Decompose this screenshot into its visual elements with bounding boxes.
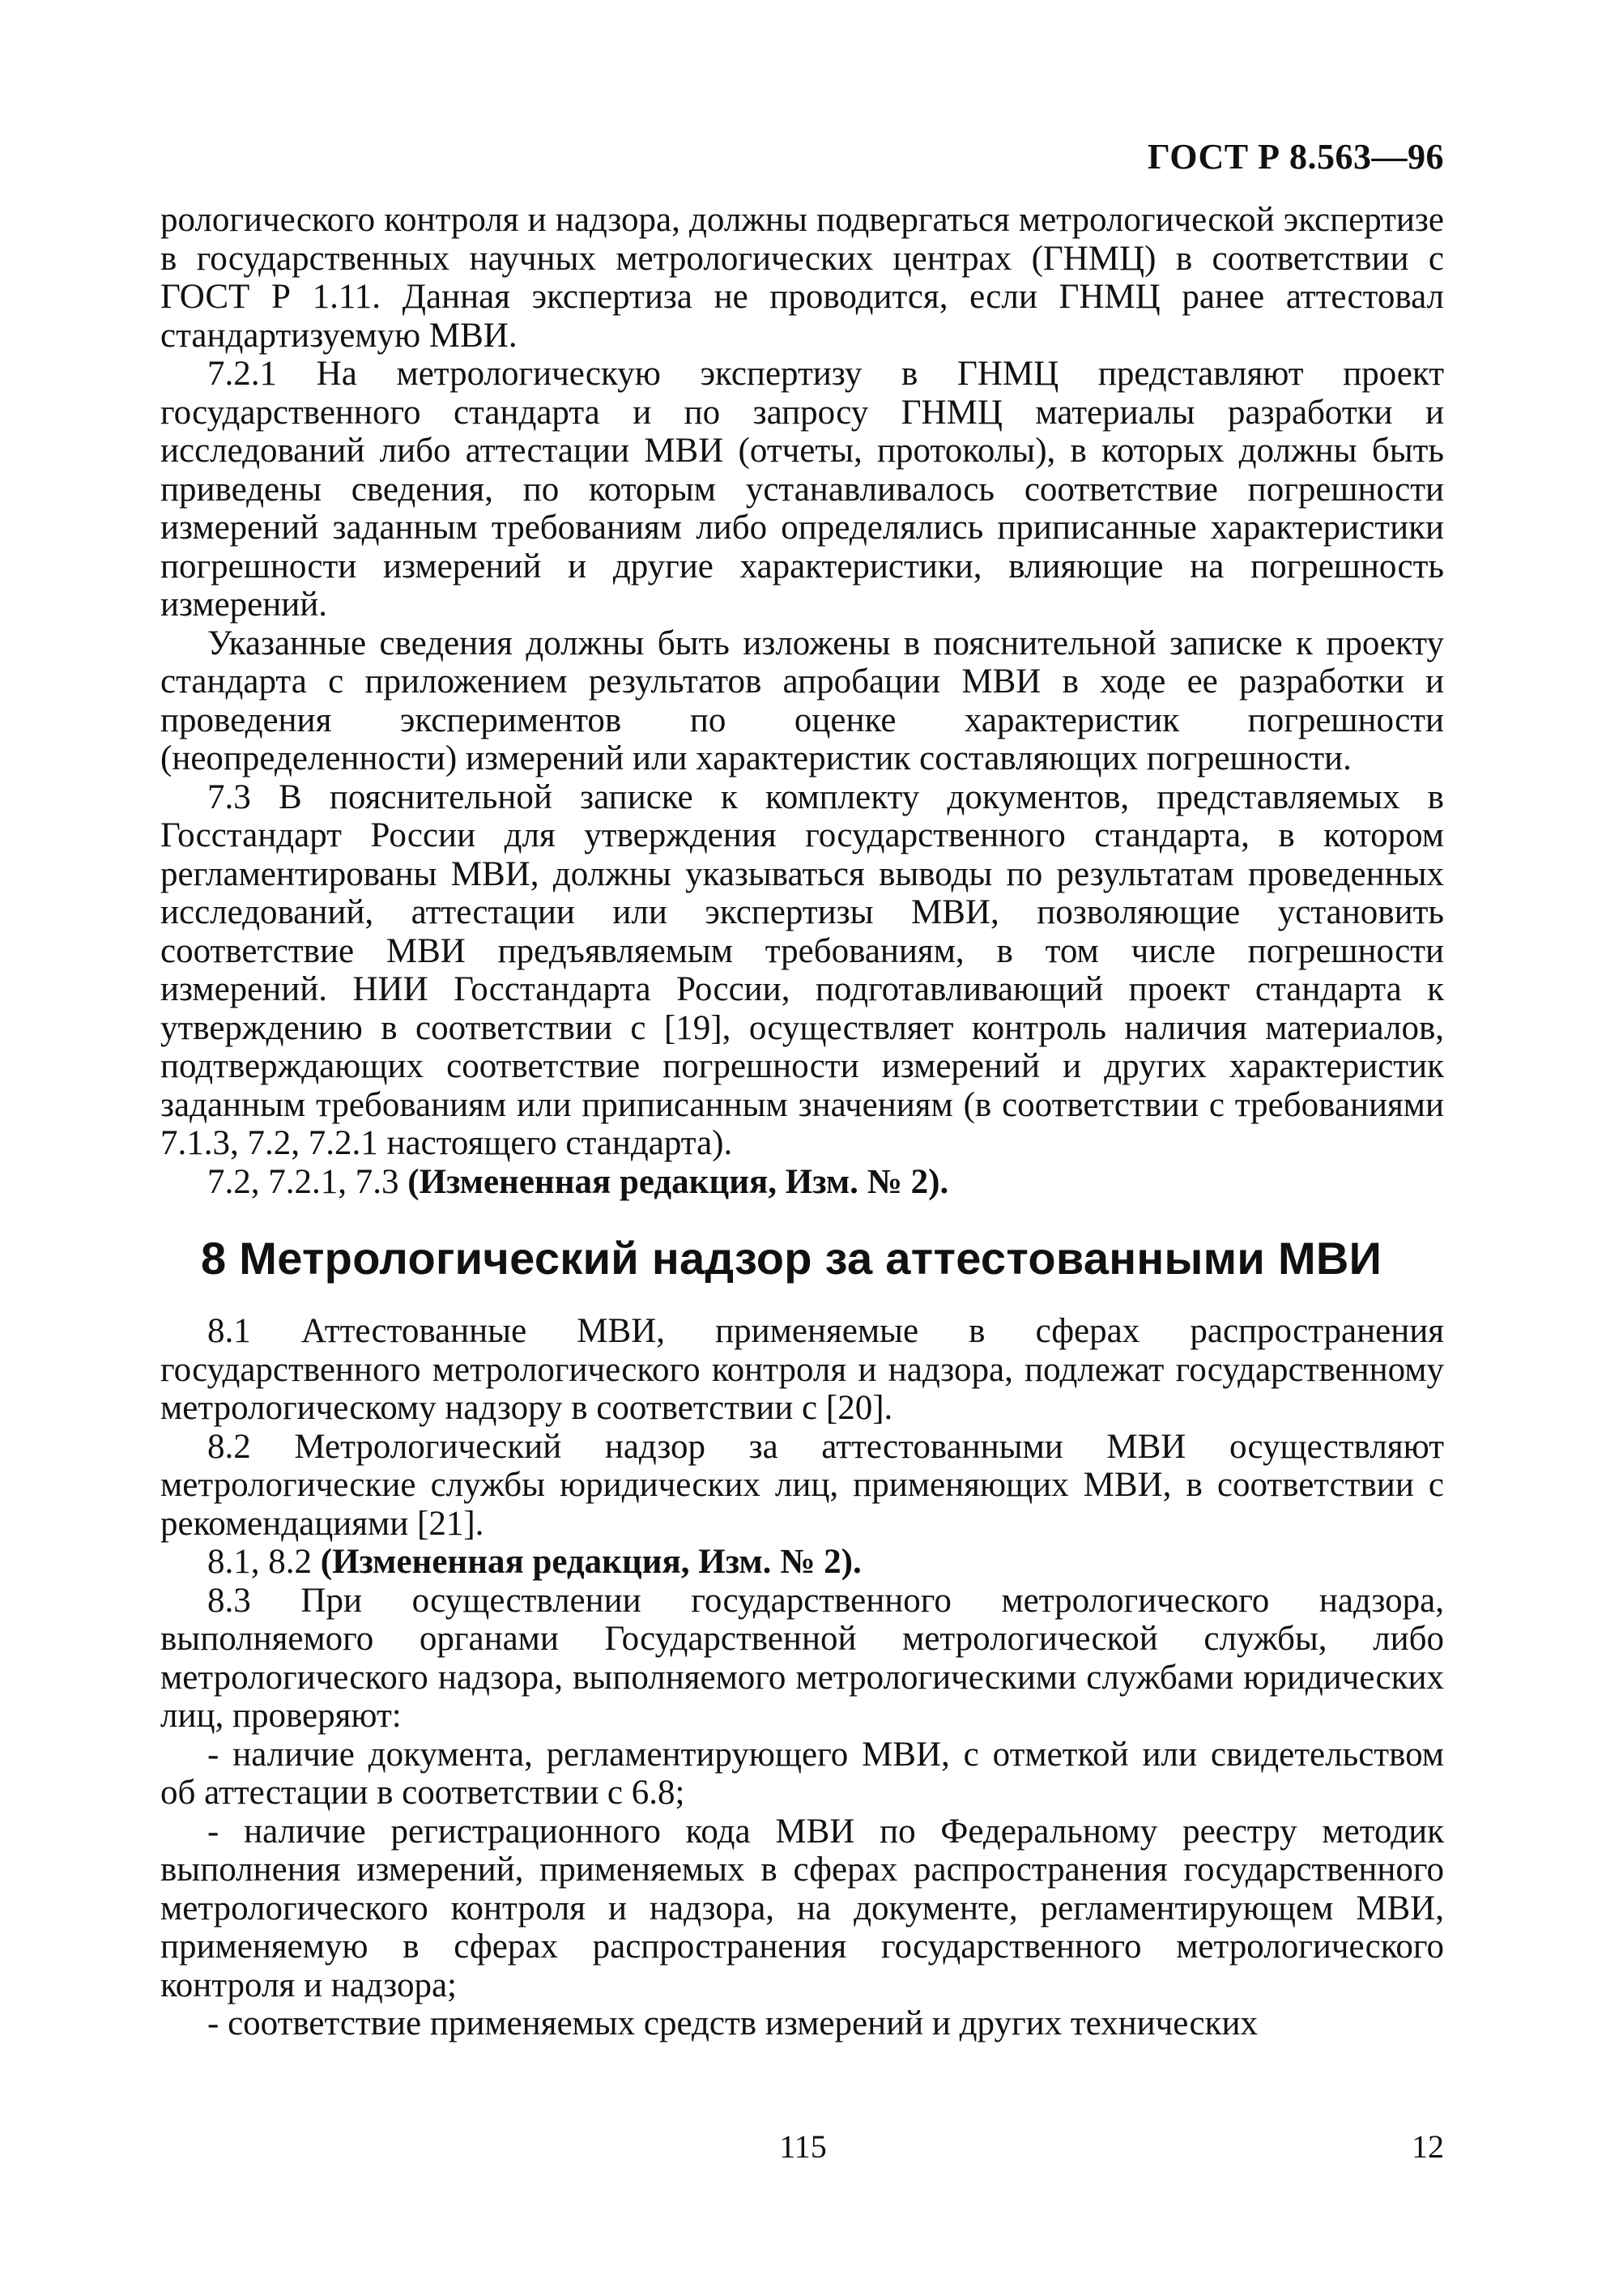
paragraph-8-2: 8.2 Метрологический надзор за аттестованными МВИ осуществляют метрологические службы юридических лиц, применяющих МВИ, в соответствии с рекомендациями [21].	[160, 1427, 1444, 1543]
list-item: - наличие регистрационного кода МВИ по Федеральному реестру методик выполнения измерений, применяемых в сферах распространения государственного метрологического контроля и надзора, на документе, регламентирующем МВИ, применяемую в сферах распространения государственного метрологического контроля и надзора;	[160, 1812, 1444, 2004]
section-heading-8: 8 Метрологический надзор за аттестованными МВИ	[201, 1233, 1382, 1284]
paragraph-7-2-1: 7.2.1 На метрологическую экспертизу в ГНМЦ представляют проект государственного стандарта и по запросу ГНМЦ материалы разработки и исследований либо аттестации МВИ (отчеты, протоколы), в которых должны быть приведены сведения, по которым устанавливалось соответствие погрешности измерений заданным требованиям либо определялись приписанные характеристики погрешности измерений и другие характеристики, влияющие на погрешность измерений.	[160, 355, 1444, 624]
amendment-text: (Измененная редакция, Изм. № 2).	[320, 1543, 862, 1581]
paragraph-8-3: 8.3 При осуществлении государственного метрологического надзора, выполняемого органами Государственной метрологической службы, либо метрологического надзора, выполняемого метрологическими службами юридических лиц, проверяют:	[160, 1581, 1444, 1735]
amendment-note-7	[160, 1163, 1444, 1202]
paragraph-8-1: 8.1 Аттестованные МВИ, применяемые в сферах распространения государственного метрологического контроля и надзора, подлежат государственному метрологическому надзору в соответствии с [20].	[160, 1312, 1444, 1427]
document-id-header: ГОСТ Р 8.563—96	[1147, 137, 1444, 177]
page-number-center: 115	[779, 2128, 827, 2165]
paragraph-continuation: рологического контроля и надзора, должны подвергаться метрологической экспертизе в государственных научных метрологических центрах (ГНМЦ) в соответствии с ГОСТ Р 1.11. Данная экспертиза не проводится, если ГНМЦ ранее аттестовал стандартизуемую МВИ.	[160, 201, 1444, 355]
page-body	[160, 201, 1444, 2043]
page-number-right: 12	[1412, 2128, 1444, 2165]
list-item: - наличие документа, регламентирующего МВИ, с отметкой или свидетельством об аттестации в соответствии с 6.8;	[160, 1735, 1444, 1812]
paragraph-7-3: 7.3 В пояснительной записке к комплекту документов, представляемых в Госстандарт России для утверждения государственного стандарта, в котором регламентированы МВИ, должны указываться выводы по результатам проведенных исследований, аттестации или экспертизы МВИ, позволяющие установить соответствие МВИ предъявляемым требованиям, в том числе погрешности измерений. НИИ Госстандарта России, подготавливающий проект стандарта к утверждению в соответствии с [19], осуществляет контроль наличия материалов, подтверждающих соответствие погрешности измерений и других характеристик заданным требованиям или приписанным значениям (в соответствии с требованиями 7.1.3, 7.2, 7.2.1 настоящего стандарта).	[160, 777, 1444, 1162]
amendment-ref: 8.1, 8.2	[207, 1543, 312, 1581]
amendment-note-8	[160, 1543, 1444, 1582]
list-item: - соответствие применяемых средств измерений и других технических	[207, 2004, 1258, 2043]
paragraph-explanatory-note: Указанные сведения должны быть изложены в пояснительной записке к проекту стандарта с приложением результатов апробации МВИ в ходе ее разработки и проведения экспериментов по оценке характеристик погрешности (неопределенности) измерений или характеристик составляющих погрешности.	[160, 624, 1444, 777]
amendment-ref: 7.2, 7.2.1, 7.3	[207, 1162, 399, 1201]
amendment-text: (Измененная редакция, Изм. № 2).	[407, 1162, 949, 1201]
